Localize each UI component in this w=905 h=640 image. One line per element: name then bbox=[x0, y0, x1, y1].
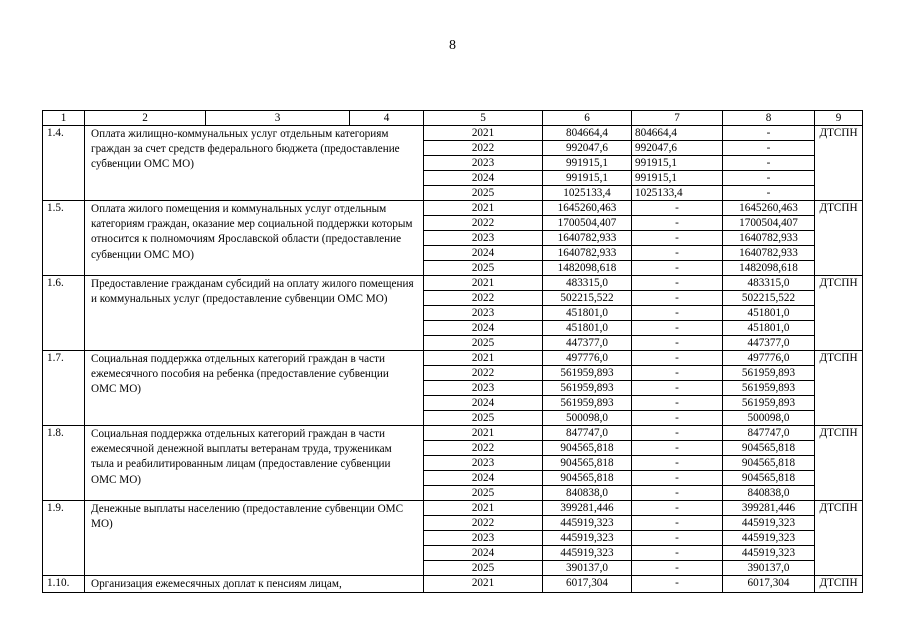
federal-cell: 991915,1 bbox=[632, 156, 723, 171]
year-cell: 2022 bbox=[424, 291, 543, 306]
regional-cell: 840838,0 bbox=[723, 486, 815, 501]
item-description: Оплата жилого помещения и коммунальных услуг отдельным категориям граждан, оказание мер социальной поддержки которым относится к полномочиям Ярославской области (предоставление субвенции ОМС МО) bbox=[85, 201, 424, 276]
item-number: 1.10. bbox=[43, 576, 85, 593]
year-cell: 2025 bbox=[424, 486, 543, 501]
federal-cell: 804664,4 bbox=[632, 126, 723, 141]
year-cell: 2021 bbox=[424, 276, 543, 291]
year-cell: 2024 bbox=[424, 546, 543, 561]
regional-cell: 502215,522 bbox=[723, 291, 815, 306]
header-cell: 6 bbox=[543, 111, 632, 126]
table-row bbox=[43, 426, 863, 441]
total-cell: 399281,446 bbox=[543, 501, 632, 516]
regional-cell: 561959,893 bbox=[723, 396, 815, 411]
item-number: 1.5. bbox=[43, 201, 85, 276]
item-number: 1.8. bbox=[43, 426, 85, 501]
total-cell: 497776,0 bbox=[543, 351, 632, 366]
regional-cell: 445919,323 bbox=[723, 516, 815, 531]
regional-cell: 500098,0 bbox=[723, 411, 815, 426]
header-cell: 4 bbox=[350, 111, 424, 126]
regional-cell: 561959,893 bbox=[723, 381, 815, 396]
total-cell: 1640782,933 bbox=[543, 231, 632, 246]
header-row bbox=[43, 111, 863, 126]
year-cell: 2025 bbox=[424, 186, 543, 201]
year-cell: 2023 bbox=[424, 381, 543, 396]
header-cell: 3 bbox=[206, 111, 350, 126]
regional-cell: 445919,323 bbox=[723, 531, 815, 546]
federal-cell: - bbox=[632, 411, 723, 426]
year-cell: 2024 bbox=[424, 171, 543, 186]
year-cell: 2024 bbox=[424, 396, 543, 411]
total-cell: 991915,1 bbox=[543, 156, 632, 171]
regional-cell: - bbox=[723, 141, 815, 156]
federal-cell: - bbox=[632, 246, 723, 261]
executor-cell: ДТСПН bbox=[815, 426, 863, 501]
year-cell: 2023 bbox=[424, 456, 543, 471]
year-cell: 2021 bbox=[424, 426, 543, 441]
year-cell: 2021 bbox=[424, 126, 543, 141]
regional-cell: 390137,0 bbox=[723, 561, 815, 576]
total-cell: 451801,0 bbox=[543, 306, 632, 321]
regional-cell: 451801,0 bbox=[723, 321, 815, 336]
federal-cell: - bbox=[632, 216, 723, 231]
federal-cell: - bbox=[632, 381, 723, 396]
regional-cell: - bbox=[723, 126, 815, 141]
item-number: 1.6. bbox=[43, 276, 85, 351]
year-cell: 2022 bbox=[424, 141, 543, 156]
total-cell: 1482098,618 bbox=[543, 261, 632, 276]
year-cell: 2022 bbox=[424, 441, 543, 456]
federal-cell: - bbox=[632, 576, 723, 593]
total-cell: 904565,818 bbox=[543, 441, 632, 456]
federal-cell: - bbox=[632, 201, 723, 216]
table-row bbox=[43, 576, 863, 593]
year-cell: 2021 bbox=[424, 351, 543, 366]
federal-cell: - bbox=[632, 471, 723, 486]
year-cell: 2023 bbox=[424, 306, 543, 321]
regional-cell: 1645260,463 bbox=[723, 201, 815, 216]
total-cell: 904565,818 bbox=[543, 471, 632, 486]
regional-cell: 904565,818 bbox=[723, 471, 815, 486]
regional-cell: - bbox=[723, 186, 815, 201]
executor-cell: ДТСПН bbox=[815, 276, 863, 351]
regional-cell: 561959,893 bbox=[723, 366, 815, 381]
item-description: Оплата жилищно-коммунальных услуг отдельным категориям граждан за счет средств федерального бюджета (предоставление субвенции ОМС МО) bbox=[85, 126, 424, 201]
item-number: 1.7. bbox=[43, 351, 85, 426]
federal-cell: - bbox=[632, 441, 723, 456]
federal-cell: - bbox=[632, 501, 723, 516]
year-cell: 2021 bbox=[424, 201, 543, 216]
executor-cell: ДТСПН bbox=[815, 576, 863, 593]
regional-cell: - bbox=[723, 156, 815, 171]
page-number: 8 bbox=[449, 38, 456, 53]
federal-cell: - bbox=[632, 486, 723, 501]
total-cell: 445919,323 bbox=[543, 516, 632, 531]
federal-cell: - bbox=[632, 456, 723, 471]
year-cell: 2024 bbox=[424, 246, 543, 261]
federal-cell: - bbox=[632, 291, 723, 306]
table-row bbox=[43, 126, 863, 141]
regional-cell: 497776,0 bbox=[723, 351, 815, 366]
year-cell: 2024 bbox=[424, 471, 543, 486]
header-cell: 9 bbox=[815, 111, 863, 126]
year-cell: 2025 bbox=[424, 411, 543, 426]
item-number: 1.9. bbox=[43, 501, 85, 576]
regional-cell: 6017,304 bbox=[723, 576, 815, 593]
federal-cell: - bbox=[632, 336, 723, 351]
year-cell: 2023 bbox=[424, 231, 543, 246]
total-cell: 500098,0 bbox=[543, 411, 632, 426]
regional-cell: 847747,0 bbox=[723, 426, 815, 441]
federal-cell: - bbox=[632, 561, 723, 576]
total-cell: 847747,0 bbox=[543, 426, 632, 441]
total-cell: 1700504,407 bbox=[543, 216, 632, 231]
total-cell: 1025133,4 bbox=[543, 186, 632, 201]
year-cell: 2021 bbox=[424, 576, 543, 593]
total-cell: 840838,0 bbox=[543, 486, 632, 501]
total-cell: 561959,893 bbox=[543, 396, 632, 411]
federal-cell: - bbox=[632, 351, 723, 366]
federal-cell: - bbox=[632, 366, 723, 381]
regional-cell: 1640782,933 bbox=[723, 231, 815, 246]
federal-cell: - bbox=[632, 306, 723, 321]
federal-cell: - bbox=[632, 321, 723, 336]
table-row bbox=[43, 501, 863, 516]
budget-table bbox=[42, 110, 863, 593]
regional-cell: 1482098,618 bbox=[723, 261, 815, 276]
total-cell: 561959,893 bbox=[543, 366, 632, 381]
federal-cell: - bbox=[632, 276, 723, 291]
year-cell: 2025 bbox=[424, 336, 543, 351]
item-description: Денежные выплаты населению (предоставление субвенции ОМС МО) bbox=[85, 501, 424, 576]
executor-cell: ДТСПН bbox=[815, 126, 863, 201]
regional-cell: 399281,446 bbox=[723, 501, 815, 516]
total-cell: 804664,4 bbox=[543, 126, 632, 141]
regional-cell: 483315,0 bbox=[723, 276, 815, 291]
regional-cell: 1700504,407 bbox=[723, 216, 815, 231]
regional-cell: 445919,323 bbox=[723, 546, 815, 561]
table-body bbox=[43, 111, 863, 593]
federal-cell: - bbox=[632, 396, 723, 411]
year-cell: 2025 bbox=[424, 261, 543, 276]
federal-cell: - bbox=[632, 261, 723, 276]
executor-cell: ДТСПН bbox=[815, 351, 863, 426]
total-cell: 904565,818 bbox=[543, 456, 632, 471]
federal-cell: 1025133,4 bbox=[632, 186, 723, 201]
total-cell: 390137,0 bbox=[543, 561, 632, 576]
year-cell: 2021 bbox=[424, 501, 543, 516]
total-cell: 502215,522 bbox=[543, 291, 632, 306]
regional-cell: 451801,0 bbox=[723, 306, 815, 321]
year-cell: 2024 bbox=[424, 321, 543, 336]
total-cell: 445919,323 bbox=[543, 531, 632, 546]
item-description: Организация ежемесячных доплат к пенсиям лицам, bbox=[85, 576, 424, 593]
item-description: Социальная поддержка отдельных категорий граждан в части ежемесячного пособия на ребенка (предоставление субвенции ОМС МО) bbox=[85, 351, 424, 426]
table-row bbox=[43, 201, 863, 216]
federal-cell: - bbox=[632, 531, 723, 546]
year-cell: 2025 bbox=[424, 561, 543, 576]
executor-cell: ДТСПН bbox=[815, 201, 863, 276]
regional-cell: 447377,0 bbox=[723, 336, 815, 351]
federal-cell: - bbox=[632, 516, 723, 531]
regional-cell: 904565,818 bbox=[723, 441, 815, 456]
federal-cell: - bbox=[632, 426, 723, 441]
year-cell: 2023 bbox=[424, 531, 543, 546]
federal-cell: - bbox=[632, 546, 723, 561]
federal-cell: - bbox=[632, 231, 723, 246]
table-row bbox=[43, 351, 863, 366]
total-cell: 483315,0 bbox=[543, 276, 632, 291]
regional-cell: 1640782,933 bbox=[723, 246, 815, 261]
year-cell: 2023 bbox=[424, 156, 543, 171]
table-row bbox=[43, 276, 863, 291]
executor-cell: ДТСПН bbox=[815, 501, 863, 576]
header-cell: 5 bbox=[424, 111, 543, 126]
item-description: Социальная поддержка отдельных категорий граждан в части ежемесячной денежной выплаты ветеранам труда, труженикам тыла и реабилитированным лицам (предоставление субвенции ОМС МО) bbox=[85, 426, 424, 501]
federal-cell: 991915,1 bbox=[632, 171, 723, 186]
total-cell: 992047,6 bbox=[543, 141, 632, 156]
year-cell: 2022 bbox=[424, 516, 543, 531]
item-number: 1.4. bbox=[43, 126, 85, 201]
total-cell: 561959,893 bbox=[543, 381, 632, 396]
total-cell: 447377,0 bbox=[543, 336, 632, 351]
header-cell: 8 bbox=[723, 111, 815, 126]
regional-cell: 904565,818 bbox=[723, 456, 815, 471]
total-cell: 1645260,463 bbox=[543, 201, 632, 216]
total-cell: 991915,1 bbox=[543, 171, 632, 186]
header-cell: 2 bbox=[85, 111, 206, 126]
year-cell: 2022 bbox=[424, 216, 543, 231]
federal-cell: 992047,6 bbox=[632, 141, 723, 156]
total-cell: 445919,323 bbox=[543, 546, 632, 561]
regional-cell: - bbox=[723, 171, 815, 186]
total-cell: 1640782,933 bbox=[543, 246, 632, 261]
header-cell: 7 bbox=[632, 111, 723, 126]
year-cell: 2022 bbox=[424, 366, 543, 381]
item-description: Предоставление гражданам субсидий на оплату жилого помещения и коммунальных услуг (предоставление субвенции ОМС МО) bbox=[85, 276, 424, 351]
header-cell: 1 bbox=[43, 111, 85, 126]
total-cell: 451801,0 bbox=[543, 321, 632, 336]
total-cell: 6017,304 bbox=[543, 576, 632, 593]
